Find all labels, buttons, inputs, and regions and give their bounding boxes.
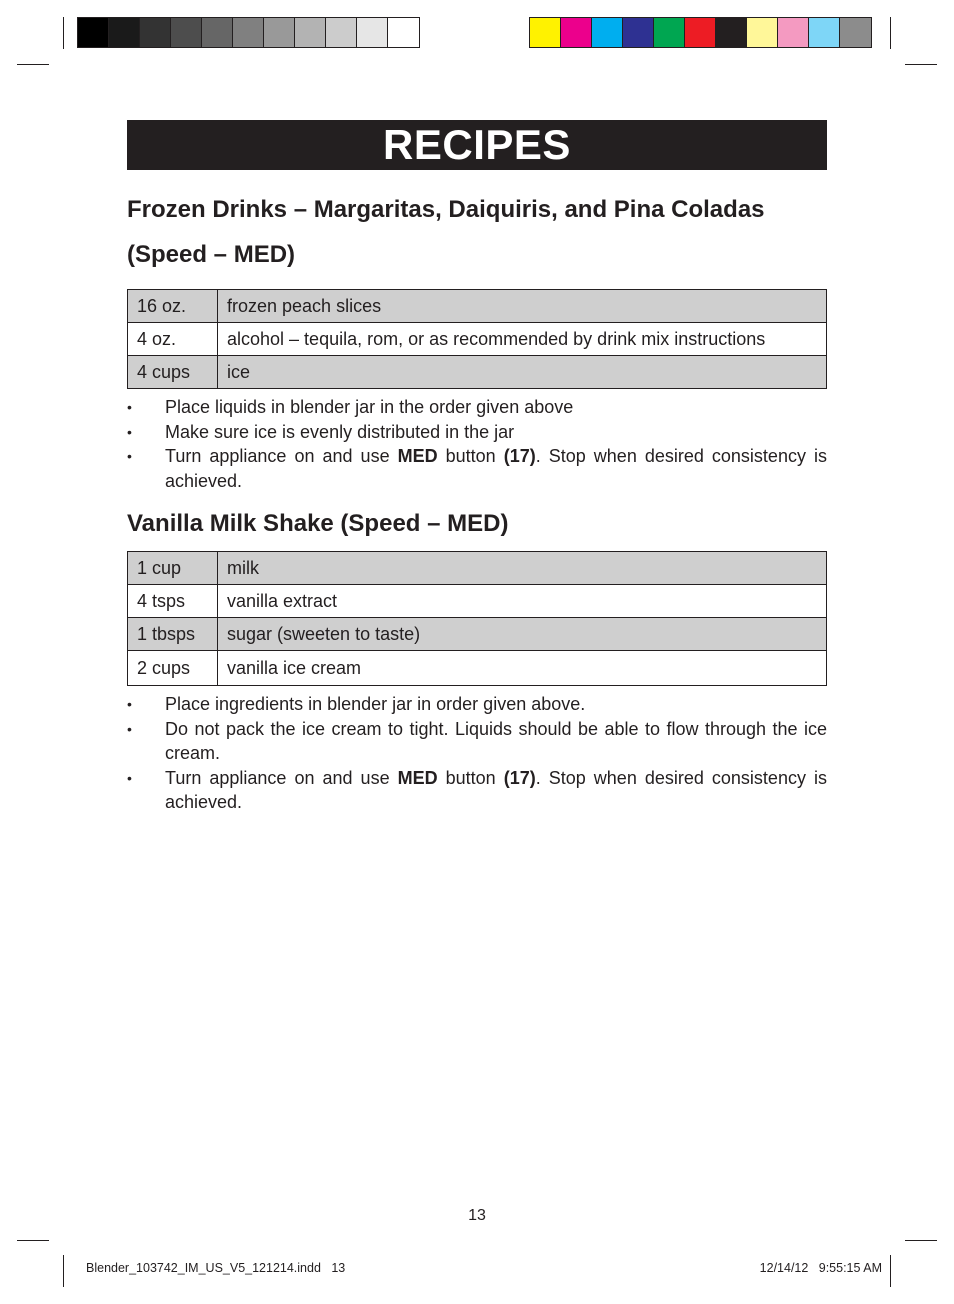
- color-swatch: [561, 18, 592, 47]
- ingredient-qty: 16 oz.: [128, 290, 218, 323]
- ingredient-qty: 4 tsps: [128, 585, 218, 618]
- crop-mark: [17, 64, 49, 65]
- list-item: [127, 395, 827, 420]
- step-emphasis: MED: [397, 446, 438, 466]
- color-swatch: [78, 18, 109, 47]
- ingredient-qty: 1 tbsps: [128, 618, 218, 651]
- color-swatch: [716, 18, 747, 47]
- list-item: [127, 766, 827, 815]
- list-item: [127, 717, 827, 766]
- table-row: [128, 356, 827, 389]
- ingredient-qty: 2 cups: [128, 651, 218, 686]
- ingredient-item: milk: [218, 552, 827, 585]
- step-text: Place ingredients in blender jar in order given above.: [165, 694, 586, 714]
- ingredient-qty: 1 cup: [128, 552, 218, 585]
- print-timestamp: 12/14/12 9:55:15 AM: [759, 1261, 882, 1275]
- color-swatch: [388, 18, 419, 47]
- color-swatch: [140, 18, 171, 47]
- step-text: Turn appliance on and use: [165, 767, 398, 788]
- color-swatch: [654, 18, 685, 47]
- recipe-title-line1: Frozen Drinks – Margaritas, Daiquiris, and Pina Coladas: [127, 196, 765, 223]
- ingredient-item: ice: [218, 356, 827, 389]
- color-swatch: [326, 18, 357, 47]
- table-row: [128, 585, 827, 618]
- color-swatch: [295, 18, 326, 47]
- color-swatch: [592, 18, 623, 47]
- step-text: . Stop when desired consistency is achieved.: [165, 446, 827, 491]
- crop-mark: [17, 1240, 49, 1241]
- step-text: Do not pack the ice cream to tight. Liquids should be able to flow through the ice cream.: [165, 718, 827, 763]
- grayscale-registration-bar: [77, 17, 420, 48]
- ingredient-item: frozen peach slices: [218, 290, 827, 323]
- ingredient-item: vanilla extract: [218, 585, 827, 618]
- step-text: . Stop when desired consistency is achieved.: [165, 767, 827, 812]
- ingredients-table-vanilla-shake: [127, 551, 827, 686]
- file-slug: Blender_103742_IM_US_V5_121214.indd 13: [86, 1261, 346, 1275]
- ingredient-qty: 4 cups: [128, 356, 218, 389]
- step-text: Turn appliance on and use: [165, 446, 398, 466]
- color-swatch: [840, 18, 871, 47]
- step-text: button: [437, 767, 504, 788]
- recipe-title-frozen-drinks: [127, 187, 827, 277]
- instructions-list-frozen-drinks: [127, 395, 827, 493]
- step-text: button: [437, 446, 504, 466]
- list-item: [127, 444, 827, 493]
- color-swatch: [233, 18, 264, 47]
- color-swatch: [747, 18, 778, 47]
- color-swatch: [623, 18, 654, 47]
- step-text: Make sure ice is evenly distributed in the jar: [165, 421, 515, 442]
- table-row: [128, 323, 827, 356]
- page-number: 13: [468, 1207, 486, 1224]
- color-swatch: [202, 18, 233, 47]
- ingredient-item: vanilla ice cream: [218, 651, 827, 686]
- page-title: RECIPES: [127, 120, 827, 170]
- table-row: [128, 552, 827, 585]
- crop-mark: [890, 1255, 891, 1287]
- step-text: Place liquids in blender jar in the order given above: [165, 397, 574, 417]
- color-swatch: [685, 18, 716, 47]
- color-swatch: [171, 18, 202, 47]
- crop-mark: [905, 1240, 937, 1241]
- instructions-list-vanilla-shake: [127, 692, 827, 815]
- step-emphasis: MED: [397, 767, 438, 788]
- step-emphasis: (17): [503, 446, 536, 466]
- table-row: [128, 651, 827, 686]
- recipe-title-line2: (Speed – MED): [127, 241, 296, 268]
- list-item: [127, 420, 827, 445]
- ingredient-item: alcohol – tequila, rom, or as recommended by drink mix instructions: [218, 323, 827, 356]
- list-item: [127, 692, 827, 717]
- crop-mark: [890, 17, 891, 49]
- step-emphasis: (17): [503, 767, 536, 788]
- color-swatch: [109, 18, 140, 47]
- recipe-title-vanilla-shake: Vanilla Milk Shake (Speed – MED): [127, 510, 509, 537]
- color-swatch: [778, 18, 809, 47]
- ingredient-item: sugar (sweeten to taste): [218, 618, 827, 651]
- color-swatch: [264, 18, 295, 47]
- crop-mark: [63, 1255, 64, 1287]
- crop-mark: [63, 17, 64, 49]
- color-swatch: [357, 18, 388, 47]
- ingredient-qty: 4 oz.: [128, 323, 218, 356]
- table-row: [128, 618, 827, 651]
- color-swatch: [809, 18, 840, 47]
- ingredients-table-frozen-drinks: [127, 289, 827, 389]
- crop-mark: [905, 64, 937, 65]
- color-registration-bar: [529, 17, 872, 48]
- color-swatch: [530, 18, 561, 47]
- table-row: [128, 290, 827, 323]
